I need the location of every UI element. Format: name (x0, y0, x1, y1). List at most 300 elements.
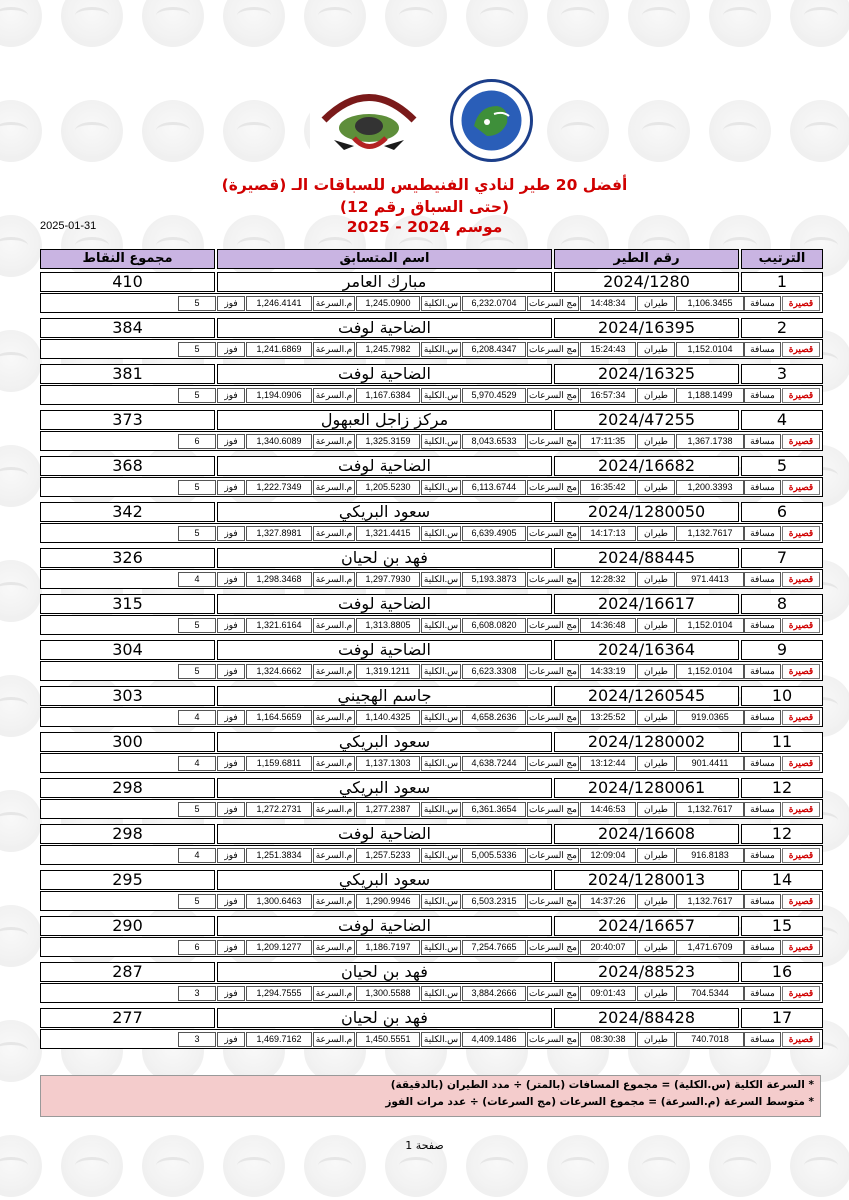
total-speed-label: س.الكلية (421, 572, 461, 587)
speed-sum-value: 4,638.7244 (462, 756, 526, 771)
total-speed-value: 1,205.5230 (356, 480, 420, 495)
category-label: قصيرة (782, 526, 820, 541)
rank-cell: 5 (741, 456, 823, 476)
total-speed-label: س.الكلية (421, 388, 461, 403)
speed-sum-label: مج السرعات (527, 388, 579, 403)
total-speed-value: 1,137.1303 (356, 756, 420, 771)
distance-label: مسافة (744, 986, 781, 1001)
total-speed-value: 1,450.5551 (356, 1032, 420, 1047)
rank-cell: 9 (741, 640, 823, 660)
flight-time-value: 15:24:43 (580, 342, 636, 357)
wins-value: 6 (178, 434, 216, 449)
avg-speed-label: م.السرعة (313, 618, 355, 633)
rank-cell: 16 (741, 962, 823, 982)
detail-strip (40, 937, 823, 957)
category-label: قصيرة (782, 1032, 820, 1047)
points-cell: 373 (40, 410, 215, 430)
total-speed-value: 1,257.5233 (356, 848, 420, 863)
total-speed-label: س.الكلية (421, 940, 461, 955)
distance-value: 1,200.3393 (676, 480, 744, 495)
category-label: قصيرة (782, 434, 820, 449)
speed-sum-value: 7,254.7665 (462, 940, 526, 955)
speed-sum-value: 3,884.2666 (462, 986, 526, 1001)
wins-value: 5 (178, 618, 216, 633)
flight-label: طيران (637, 434, 675, 449)
avg-speed-label: م.السرعة (313, 710, 355, 725)
rank-cell: 1 (741, 272, 823, 292)
rank-cell: 15 (741, 916, 823, 936)
wins-label: فوز (217, 664, 245, 679)
flight-time-value: 14:36:48 (580, 618, 636, 633)
header-name: اسم المتسابق (217, 249, 552, 269)
header-points: مجموع النقاط (40, 249, 215, 269)
avg-speed-value: 1,340.6089 (246, 434, 312, 449)
total-speed-label: س.الكلية (421, 664, 461, 679)
speed-sum-value: 6,113.6744 (462, 480, 526, 495)
distance-label: مسافة (744, 296, 781, 311)
avg-speed-label: م.السرعة (313, 526, 355, 541)
total-speed-value: 1,186.7197 (356, 940, 420, 955)
flight-label: طيران (637, 848, 675, 863)
speed-sum-label: مج السرعات (527, 618, 579, 633)
distance-label: مسافة (744, 388, 781, 403)
flight-time-value: 16:57:34 (580, 388, 636, 403)
competitor-name-cell: الضاحية لوفت (217, 594, 552, 614)
flight-label: طيران (637, 710, 675, 725)
ring-number-cell: 2024/88445 (554, 548, 739, 568)
wins-label: فوز (217, 342, 245, 357)
avg-speed-label: م.السرعة (313, 664, 355, 679)
avg-speed-label: م.السرعة (313, 480, 355, 495)
flight-label: طيران (637, 342, 675, 357)
table-header (40, 249, 824, 271)
distance-value: 919.0365 (676, 710, 744, 725)
competitor-name-cell: فهد بن لحيان (217, 962, 552, 982)
points-cell: 342 (40, 502, 215, 522)
distance-label: مسافة (744, 618, 781, 633)
speed-sum-value: 4,409.1486 (462, 1032, 526, 1047)
category-label: قصيرة (782, 480, 820, 495)
speed-sum-value: 6,639.4905 (462, 526, 526, 541)
total-speed-label: س.الكلية (421, 342, 461, 357)
ring-number-cell: 2024/16395 (554, 318, 739, 338)
flight-time-value: 20:40:07 (580, 940, 636, 955)
ring-number-cell: 2024/16608 (554, 824, 739, 844)
avg-speed-label: م.السرعة (313, 434, 355, 449)
rank-cell: 4 (741, 410, 823, 430)
wins-label: فوز (217, 894, 245, 909)
wins-label: فوز (217, 618, 245, 633)
total-speed-value: 1,140.4325 (356, 710, 420, 725)
avg-speed-value: 1,469.7162 (246, 1032, 312, 1047)
avg-speed-value: 1,194.0906 (246, 388, 312, 403)
points-cell: 326 (40, 548, 215, 568)
speed-sum-label: مج السرعات (527, 894, 579, 909)
total-speed-label: س.الكلية (421, 526, 461, 541)
distance-value: 901.4411 (676, 756, 744, 771)
flight-label: طيران (637, 618, 675, 633)
total-speed-value: 1,297.7930 (356, 572, 420, 587)
logos-area (310, 70, 540, 170)
total-speed-value: 1,300.5588 (356, 986, 420, 1001)
distance-label: مسافة (744, 526, 781, 541)
total-speed-value: 1,245.7982 (356, 342, 420, 357)
detail-strip (40, 799, 823, 819)
speed-sum-label: مج السرعات (527, 664, 579, 679)
category-label: قصيرة (782, 388, 820, 403)
distance-label: مسافة (744, 756, 781, 771)
distance-value: 1,188.1499 (676, 388, 744, 403)
detail-strip (40, 523, 823, 543)
club-logo (314, 80, 424, 160)
table-row (40, 409, 824, 455)
total-speed-value: 1,277.2387 (356, 802, 420, 817)
points-cell: 287 (40, 962, 215, 982)
table-row (40, 363, 824, 409)
total-speed-value: 1,167.6384 (356, 388, 420, 403)
points-cell: 304 (40, 640, 215, 660)
avg-speed-value: 1,246.4141 (246, 296, 312, 311)
speed-sum-value: 6,608.0820 (462, 618, 526, 633)
table-row (40, 547, 824, 593)
competitor-name-cell: الضاحية لوفت (217, 916, 552, 936)
ring-number-cell: 2024/1280061 (554, 778, 739, 798)
total-speed-value: 1,319.1211 (356, 664, 420, 679)
flight-label: طيران (637, 1032, 675, 1047)
detail-strip (40, 615, 823, 635)
wins-label: فوز (217, 710, 245, 725)
wins-label: فوز (217, 434, 245, 449)
distance-value: 1,471.6709 (676, 940, 744, 955)
avg-speed-value: 1,298.3468 (246, 572, 312, 587)
avg-speed-value: 1,272.2731 (246, 802, 312, 817)
wins-label: فوز (217, 986, 245, 1001)
avg-speed-value: 1,324.6662 (246, 664, 312, 679)
detail-strip (40, 983, 823, 1003)
flight-label: طيران (637, 940, 675, 955)
speed-sum-label: مج السرعات (527, 480, 579, 495)
competitor-name-cell: الضاحية لوفت (217, 318, 552, 338)
wins-label: فوز (217, 480, 245, 495)
speed-sum-value: 6,623.3308 (462, 664, 526, 679)
distance-label: مسافة (744, 940, 781, 955)
detail-strip (40, 385, 823, 405)
wins-label: فوز (217, 940, 245, 955)
category-label: قصيرة (782, 756, 820, 771)
avg-speed-value: 1,241.6869 (246, 342, 312, 357)
header-rank: الترتيب (741, 249, 823, 269)
total-speed-label: س.الكلية (421, 894, 461, 909)
distance-value: 1,132.7617 (676, 802, 744, 817)
competitor-name-cell: فهد بن لحيان (217, 1008, 552, 1028)
total-speed-label: س.الكلية (421, 802, 461, 817)
ring-number-cell: 2024/1280 (554, 272, 739, 292)
points-cell: 381 (40, 364, 215, 384)
rank-cell: 11 (741, 732, 823, 752)
points-cell: 295 (40, 870, 215, 890)
speed-sum-label: مج السرعات (527, 848, 579, 863)
total-speed-label: س.الكلية (421, 756, 461, 771)
wins-value: 4 (178, 756, 216, 771)
ring-number-cell: 2024/47255 (554, 410, 739, 430)
ring-number-cell: 2024/1280050 (554, 502, 739, 522)
wins-value: 5 (178, 802, 216, 817)
rank-cell: 7 (741, 548, 823, 568)
ring-number-cell: 2024/88523 (554, 962, 739, 982)
points-cell: 300 (40, 732, 215, 752)
distance-label: مسافة (744, 710, 781, 725)
speed-sum-label: مج السرعات (527, 802, 579, 817)
avg-speed-value: 1,209.1277 (246, 940, 312, 955)
wins-value: 5 (178, 342, 216, 357)
points-cell: 303 (40, 686, 215, 706)
points-cell: 315 (40, 594, 215, 614)
table-row (40, 455, 824, 501)
wins-label: فوز (217, 802, 245, 817)
competitor-name-cell: جاسم الهجيني (217, 686, 552, 706)
ring-number-cell: 2024/88428 (554, 1008, 739, 1028)
flight-time-value: 14:17:13 (580, 526, 636, 541)
table-row (40, 685, 824, 731)
flight-time-value: 16:35:42 (580, 480, 636, 495)
speed-sum-label: مج السرعات (527, 526, 579, 541)
category-label: قصيرة (782, 342, 820, 357)
ranking-table (40, 249, 824, 1053)
competitor-name-cell: الضاحية لوفت (217, 364, 552, 384)
ring-number-cell: 2024/1280002 (554, 732, 739, 752)
table-row (40, 639, 824, 685)
total-speed-label: س.الكلية (421, 480, 461, 495)
detail-strip (40, 339, 823, 359)
total-speed-label: س.الكلية (421, 710, 461, 725)
wins-label: فوز (217, 296, 245, 311)
category-label: قصيرة (782, 802, 820, 817)
flight-label: طيران (637, 802, 675, 817)
distance-value: 1,152.0104 (676, 618, 744, 633)
flight-time-value: 14:37:26 (580, 894, 636, 909)
avg-speed-label: م.السرعة (313, 848, 355, 863)
distance-value: 1,152.0104 (676, 664, 744, 679)
avg-speed-label: م.السرعة (313, 388, 355, 403)
report-date: 2025-01-31 (40, 220, 97, 232)
speed-sum-label: مج السرعات (527, 710, 579, 725)
avg-speed-label: م.السرعة (313, 894, 355, 909)
table-row (40, 823, 824, 869)
distance-label: مسافة (744, 894, 781, 909)
total-speed-value: 1,290.9946 (356, 894, 420, 909)
distance-label: مسافة (744, 664, 781, 679)
wins-value: 5 (178, 894, 216, 909)
distance-value: 740.7018 (676, 1032, 744, 1047)
avg-speed-label: م.السرعة (313, 572, 355, 587)
page-number: صفحة 1 (405, 1139, 444, 1152)
competitor-name-cell: فهد بن لحيان (217, 548, 552, 568)
speed-sum-label: مج السرعات (527, 296, 579, 311)
wins-value: 5 (178, 664, 216, 679)
speed-sum-label: مج السرعات (527, 986, 579, 1001)
rank-cell: 14 (741, 870, 823, 890)
total-speed-value: 1,313.8805 (356, 618, 420, 633)
competitor-name-cell: سعود البريكي (217, 778, 552, 798)
avg-speed-value: 1,327.8981 (246, 526, 312, 541)
avg-speed-value: 1,222.7349 (246, 480, 312, 495)
category-label: قصيرة (782, 986, 820, 1001)
distance-value: 1,367.1738 (676, 434, 744, 449)
speed-sum-value: 4,658.2636 (462, 710, 526, 725)
wins-value: 5 (178, 388, 216, 403)
subtitle: (حتى السباق رقم 12) (339, 198, 510, 216)
ring-number-cell: 2024/1260545 (554, 686, 739, 706)
flight-label: طيران (637, 986, 675, 1001)
avg-speed-value: 1,300.6463 (246, 894, 312, 909)
speed-sum-value: 5,193.3873 (462, 572, 526, 587)
rank-cell: 12 (741, 778, 823, 798)
avg-speed-label: م.السرعة (313, 756, 355, 771)
detail-strip (40, 1029, 823, 1049)
flight-time-value: 13:25:52 (580, 710, 636, 725)
competitor-name-cell: سعود البريكي (217, 870, 552, 890)
notes-box (40, 1075, 821, 1117)
detail-strip (40, 661, 823, 681)
avg-speed-label: م.السرعة (313, 986, 355, 1001)
wins-label: فوز (217, 388, 245, 403)
distance-value: 916.8183 (676, 848, 744, 863)
flight-time-value: 14:33:19 (580, 664, 636, 679)
total-speed-label: س.الكلية (421, 296, 461, 311)
speed-sum-value: 8,043.6533 (462, 434, 526, 449)
rank-cell: 8 (741, 594, 823, 614)
total-speed-value: 1,321.4415 (356, 526, 420, 541)
competitor-name-cell: الضاحية لوفت (217, 456, 552, 476)
distance-label: مسافة (744, 434, 781, 449)
wins-value: 3 (178, 986, 216, 1001)
points-cell: 368 (40, 456, 215, 476)
table-row (40, 501, 824, 547)
category-label: قصيرة (782, 664, 820, 679)
total-speed-label: س.الكلية (421, 1032, 461, 1047)
speed-sum-label: مج السرعات (527, 572, 579, 587)
flight-label: طيران (637, 894, 675, 909)
rank-cell: 17 (741, 1008, 823, 1028)
flight-time-value: 12:28:32 (580, 572, 636, 587)
category-label: قصيرة (782, 572, 820, 587)
distance-label: مسافة (744, 342, 781, 357)
distance-value: 704.5344 (676, 986, 744, 1001)
distance-value: 1,106.3455 (676, 296, 744, 311)
wins-value: 6 (178, 940, 216, 955)
avg-speed-label: م.السرعة (313, 296, 355, 311)
total-speed-label: س.الكلية (421, 848, 461, 863)
competitor-name-cell: سعود البريكي (217, 502, 552, 522)
ring-number-cell: 2024/16364 (554, 640, 739, 660)
flight-label: طيران (637, 756, 675, 771)
speed-sum-label: مج السرعات (527, 434, 579, 449)
distance-value: 1,152.0104 (676, 342, 744, 357)
total-speed-label: س.الكلية (421, 434, 461, 449)
flight-label: طيران (637, 572, 675, 587)
distance-label: مسافة (744, 572, 781, 587)
detail-strip (40, 293, 823, 313)
flight-label: طيران (637, 664, 675, 679)
ring-number-cell: 2024/16657 (554, 916, 739, 936)
wins-label: فوز (217, 848, 245, 863)
rank-cell: 12 (741, 824, 823, 844)
category-label: قصيرة (782, 296, 820, 311)
flight-time-value: 12:09:04 (580, 848, 636, 863)
note-avg-speed: * متوسط السرعة (م.السرعة) = مجموع السرعات (مج السرعات) ÷ عدد مرات الفوز (385, 1096, 814, 1108)
wins-label: فوز (217, 756, 245, 771)
speed-sum-value: 6,208.4347 (462, 342, 526, 357)
wins-value: 5 (178, 480, 216, 495)
avg-speed-label: م.السرعة (313, 940, 355, 955)
flight-label: طيران (637, 388, 675, 403)
speed-sum-value: 6,361.3654 (462, 802, 526, 817)
wins-value: 5 (178, 526, 216, 541)
detail-strip (40, 845, 823, 865)
speed-sum-label: مج السرعات (527, 940, 579, 955)
detail-strip (40, 707, 823, 727)
competitor-name-cell: مبارك العامر (217, 272, 552, 292)
table-body (40, 271, 824, 1053)
points-cell: 384 (40, 318, 215, 338)
ring-number-cell: 2024/1280013 (554, 870, 739, 890)
table-row (40, 915, 824, 961)
competitor-name-cell: مركز زاجل العبهول (217, 410, 552, 430)
category-label: قصيرة (782, 848, 820, 863)
season-title: موسم 2024 - 2025 (346, 218, 503, 236)
table-row (40, 317, 824, 363)
flight-time-value: 08:30:38 (580, 1032, 636, 1047)
ring-number-cell: 2024/16682 (554, 456, 739, 476)
note-total-speed: * السرعة الكلية (س.الكلية) = مجموع المسافات (بالمتر) ÷ مدد الطيران (بالدقيقة) (390, 1079, 814, 1091)
main-title: أفضل 20 طير لنادي الفنيطيس للسباقات الـ (قصيرة) (221, 176, 628, 194)
flight-time-value: 14:46:53 (580, 802, 636, 817)
flight-label: طيران (637, 526, 675, 541)
flight-label: طيران (637, 480, 675, 495)
wins-label: فوز (217, 1032, 245, 1047)
distance-value: 1,132.7617 (676, 526, 744, 541)
total-speed-label: س.الكلية (421, 986, 461, 1001)
category-label: قصيرة (782, 618, 820, 633)
distance-label: مسافة (744, 1032, 781, 1047)
avg-speed-label: م.السرعة (313, 802, 355, 817)
wins-value: 4 (178, 572, 216, 587)
flight-time-value: 17:11:35 (580, 434, 636, 449)
avg-speed-value: 1,164.5659 (246, 710, 312, 725)
avg-speed-label: م.السرعة (313, 342, 355, 357)
federation-logo (449, 78, 534, 163)
speed-sum-label: مج السرعات (527, 1032, 579, 1047)
avg-speed-value: 1,294.7555 (246, 986, 312, 1001)
category-label: قصيرة (782, 940, 820, 955)
flight-label: طيران (637, 296, 675, 311)
points-cell: 290 (40, 916, 215, 936)
detail-strip (40, 753, 823, 773)
avg-speed-label: م.السرعة (313, 1032, 355, 1047)
table-row (40, 961, 824, 1007)
rank-cell: 6 (741, 502, 823, 522)
wins-value: 4 (178, 848, 216, 863)
table-row (40, 731, 824, 777)
speed-sum-label: مج السرعات (527, 342, 579, 357)
rank-cell: 10 (741, 686, 823, 706)
avg-speed-value: 1,251.3834 (246, 848, 312, 863)
distance-value: 1,132.7617 (676, 894, 744, 909)
speed-sum-value: 6,503.2315 (462, 894, 526, 909)
total-speed-value: 1,325.3159 (356, 434, 420, 449)
rank-cell: 3 (741, 364, 823, 384)
avg-speed-value: 1,321.6164 (246, 618, 312, 633)
